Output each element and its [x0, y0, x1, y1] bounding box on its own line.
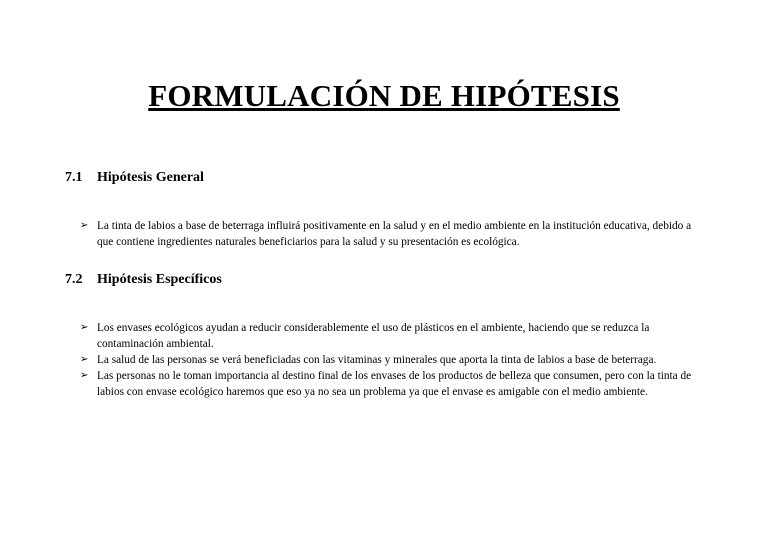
- specific-hypotheses-list: [80, 320, 710, 400]
- section-number: 7.1: [65, 170, 83, 185]
- arrow-bullet-icon: ➢: [80, 322, 89, 333]
- list-item-text: Los envases ecológicos ayudan a reducir considerablemente el uso de plásticos en el ambiente, haciendo que se reduzca la contaminación ambiental.: [97, 322, 650, 350]
- list-item: [80, 368, 710, 400]
- arrow-bullet-icon: ➢: [80, 220, 89, 231]
- list-item: [80, 320, 710, 352]
- general-hypothesis-list: [80, 218, 710, 250]
- list-item-text: La tinta de labios a base de beterraga influirá positivamente en la salud y en el medio ambiente en la institución educativa, debido a que contiene ingredientes naturales beneficiarios para la salud y su presentación es ecológica.: [97, 220, 692, 248]
- section-title: Hipótesis Específicos: [97, 272, 222, 287]
- section-number: 7.2: [65, 272, 83, 287]
- arrow-bullet-icon: ➢: [80, 354, 89, 365]
- section-heading-specific: [65, 272, 222, 288]
- list-item-text: La salud de las personas se verá beneficiadas con las vitaminas y minerales que aporta la tinta de labios a base de beterraga.: [97, 354, 657, 366]
- list-item: [80, 218, 710, 250]
- arrow-bullet-icon: ➢: [80, 370, 89, 381]
- list-item-text: Las personas no le toman importancia al destino final de los envases de los productos de belleza que consumen, pero con la tinta de labios con envase ecológico haremos que eso ya no sea un problema ya que el envase es amigable con el medio ambiente.: [97, 370, 692, 398]
- section-heading-general: [65, 170, 204, 186]
- list-item: [80, 352, 710, 368]
- page-title: FORMULACIÓN DE HIPÓTESIS: [148, 78, 620, 113]
- section-title: Hipótesis General: [97, 170, 204, 185]
